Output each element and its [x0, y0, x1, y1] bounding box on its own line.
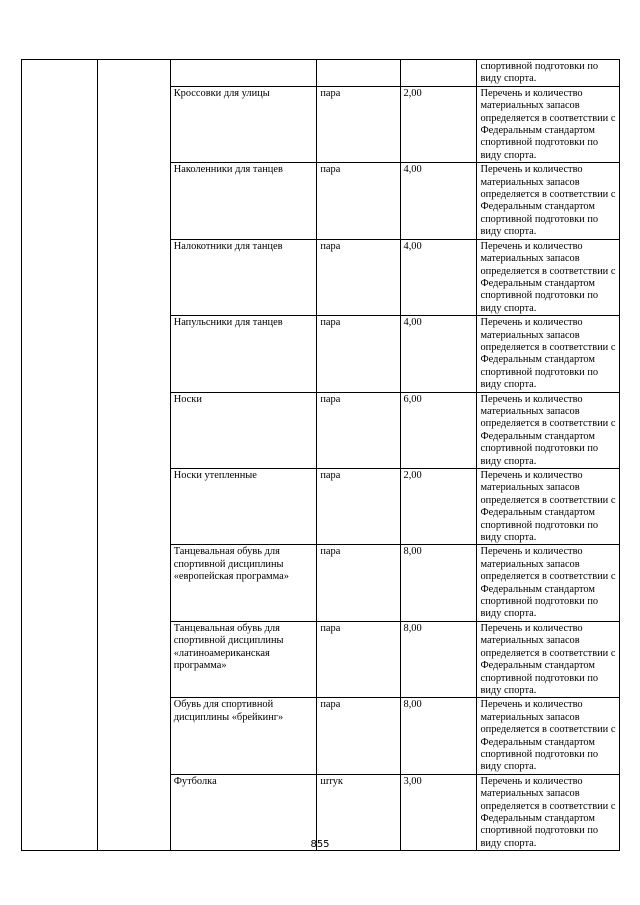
- item-name-cell: Налокотники для танцев: [170, 239, 317, 315]
- unit-cell: пара: [317, 163, 400, 239]
- item-name-cell: Напульсники для танцев: [170, 316, 317, 392]
- quantity-cell: 8,00: [400, 621, 477, 697]
- item-name-cell: Наколенники для танцев: [170, 163, 317, 239]
- note-cell: Перечень и количество материальных запасов определяется в соответствии с Федеральным стандартом спортивной подготовки по виду спорта.: [477, 392, 620, 468]
- item-name-cell: Кроссовки для улицы: [170, 86, 317, 162]
- note-cell: Перечень и количество материальных запасов определяется в соответствии с Федеральным стандартом спортивной подготовки по виду спорта.: [477, 621, 620, 697]
- unit-cell: [317, 60, 400, 87]
- quantity-cell: 8,00: [400, 545, 477, 621]
- note-cell: Перечень и количество материальных запасов определяется в соответствии с Федеральным стандартом спортивной подготовки по виду спорта.: [477, 545, 620, 621]
- unit-cell: пара: [317, 545, 400, 621]
- quantity-cell: [400, 60, 477, 87]
- quantity-cell: 4,00: [400, 163, 477, 239]
- item-name-cell: Носки утепленные: [170, 469, 317, 545]
- item-name-cell: Обувь для спортивной дисциплины «брейкинг»: [170, 698, 317, 774]
- unit-cell: пара: [317, 469, 400, 545]
- unit-cell: пара: [317, 698, 400, 774]
- unit-cell: штук: [317, 774, 400, 850]
- item-name-cell: Танцевальная обувь для спортивной дисциплины «латиноамериканская программа»: [170, 621, 317, 697]
- quantity-cell: 4,00: [400, 316, 477, 392]
- note-cell: Перечень и количество материальных запасов определяется в соответствии с Федеральным стандартом спортивной подготовки по виду спорта.: [477, 316, 620, 392]
- table-row-continued: [22, 60, 620, 87]
- merged-column-2: [97, 60, 170, 851]
- note-cell: Перечень и количество материальных запасов определяется в соответствии с Федеральным стандартом спортивной подготовки по виду спорта.: [477, 698, 620, 774]
- item-name-cell: Носки: [170, 392, 317, 468]
- unit-cell: пара: [317, 621, 400, 697]
- note-cell: Перечень и количество материальных запасов определяется в соответствии с Федеральным стандартом спортивной подготовки по виду спорта.: [477, 163, 620, 239]
- unit-cell: пара: [317, 316, 400, 392]
- item-name-cell: Футболка: [170, 774, 317, 850]
- quantity-cell: 6,00: [400, 392, 477, 468]
- note-cell: Перечень и количество материальных запасов определяется в соответствии с Федеральным стандартом спортивной подготовки по виду спорта.: [477, 86, 620, 162]
- quantity-cell: 4,00: [400, 239, 477, 315]
- quantity-cell: 2,00: [400, 86, 477, 162]
- quantity-cell: 2,00: [400, 469, 477, 545]
- note-cell: Перечень и количество материальных запасов определяется в соответствии с Федеральным стандартом спортивной подготовки по виду спорта.: [477, 469, 620, 545]
- note-cell: Перечень и количество материальных запасов определяется в соответствии с Федеральным стандартом спортивной подготовки по виду спорта.: [477, 774, 620, 850]
- item-name-cell: Танцевальная обувь для спортивной дисциплины «европейская программа»: [170, 545, 317, 621]
- merged-column-1: [22, 60, 98, 851]
- quantity-cell: 8,00: [400, 698, 477, 774]
- materials-table: [21, 59, 620, 851]
- unit-cell: пара: [317, 239, 400, 315]
- unit-cell: пара: [317, 86, 400, 162]
- unit-cell: пара: [317, 392, 400, 468]
- page-number: 855: [310, 839, 330, 850]
- note-cell: Перечень и количество материальных запасов определяется в соответствии с Федеральным стандартом спортивной подготовки по виду спорта.: [477, 239, 620, 315]
- item-name-cell: [170, 60, 317, 87]
- quantity-cell: 3,00: [400, 774, 477, 850]
- note-cell: спортивной подготовки по виду спорта.: [477, 60, 620, 87]
